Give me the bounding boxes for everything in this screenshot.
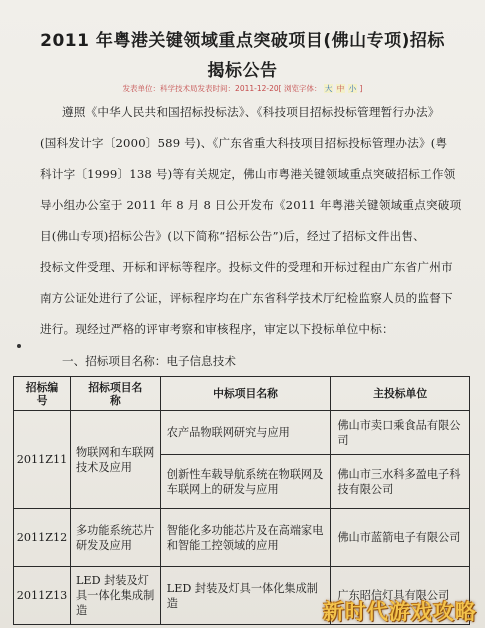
cell-code: 2011Z12 xyxy=(14,509,71,567)
table-row xyxy=(14,509,470,567)
publish-meta xyxy=(0,83,485,94)
paragraph-line: 导小组办公室于 2011 年 8 月 8 日公开发布《2011 年粤港关键领域重点突破项 xyxy=(40,198,462,212)
cell-project: 智能化多功能芯片及在高端家电和智能工控领域的应用 xyxy=(160,509,331,567)
paragraph-line: 科计字〔1999〕138 号)等有关规定，佛山市粤港关键领域重点突破招标工作领 xyxy=(40,167,456,181)
cell-unit: 佛山市蓝箭电子有限公司 xyxy=(331,509,470,567)
font-size-large-link[interactable]: 大 xyxy=(324,84,333,93)
paragraph-line: (国科发计字〔2000〕589 号)、《广东省重大科技项目招标投标管理办法》(粤 xyxy=(40,136,448,150)
publish-info: 发表单位：科学技术局发表时间：2011-12-20[ xyxy=(122,84,282,93)
header-code: 招标编 号 xyxy=(14,377,71,411)
font-size-medium-link[interactable]: 中 xyxy=(336,84,345,93)
cell-name: 多功能系统芯片研发及应用 xyxy=(70,509,160,567)
bullet-dot xyxy=(17,344,21,348)
paragraph-line: 投标文件受理、开标和评标等程序。投标文件的受理和开标过程由广东省广州市 xyxy=(40,260,453,274)
watermark-logo: 新时代游戏攻略 xyxy=(323,600,477,624)
document-title-line2: 揭标公告 xyxy=(207,61,278,81)
cell-project: 创新性车载导航系统在物联网及车联网上的研发与应用 xyxy=(160,455,331,509)
section-heading: 一、招标项目名称：电子信息技术 xyxy=(62,354,236,368)
award-table xyxy=(13,376,470,625)
table-row xyxy=(14,411,470,455)
meta-close-bracket: ] xyxy=(359,84,363,93)
cell-unit: 广东昭信灯具有限公司 xyxy=(331,567,470,625)
cell-code: 2011Z11 xyxy=(14,411,71,509)
cell-project: LED 封装及灯具一体化集成制造 xyxy=(160,567,331,625)
paragraph-line: 目(佛山专项)招标公告》(以下简称“招标公告”)后，经过了招标文件出售、 xyxy=(40,229,425,243)
cell-unit: 佛山市三水科多盈电子科技有限公司 xyxy=(331,455,470,509)
cell-unit: 佛山市卖口乘食品有限公司 xyxy=(331,411,470,455)
cell-project: 农产品物联网研究与应用 xyxy=(160,411,331,455)
cell-name: 物联网和车联网技术及应用 xyxy=(70,411,160,509)
cell-name: LED 封装及灯具一体化集成制造 xyxy=(70,567,160,625)
header-name: 招标项目名 称 xyxy=(70,377,160,411)
font-size-small-link[interactable]: 小 xyxy=(348,84,357,93)
header-project: 中标项目名称 xyxy=(160,377,331,411)
paragraph-line: 遵照《中华人民共和国招标投标法》、《科技项目招标投标管理暂行办法》 xyxy=(62,105,440,119)
table-header-row xyxy=(14,377,470,411)
document-title-line1: 2011 年粤港关键领域重点突破项目(佛山专项)招标 xyxy=(40,31,445,51)
paragraph-line: 南方公证处进行了公证，评标程序均在广东省科学技术厅纪检监察人员的监督下 xyxy=(40,291,453,305)
cell-code: 2011Z13 xyxy=(14,567,71,625)
font-size-label: 浏览字体： xyxy=(283,84,322,93)
header-unit: 主投标单位 xyxy=(331,377,470,411)
paragraph-line: 进行。现经过严格的评审考察和审核程序，审定以下投标单位中标： xyxy=(40,322,394,336)
